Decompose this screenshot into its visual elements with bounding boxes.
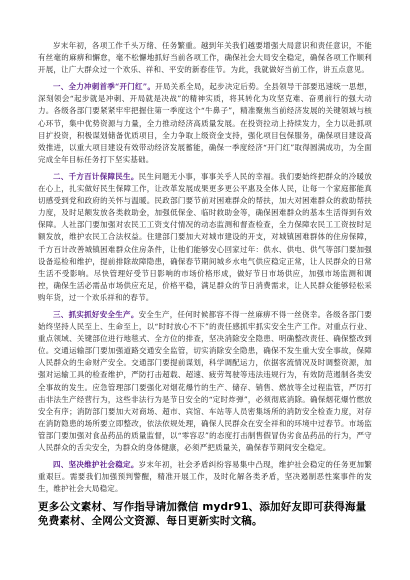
section-3-heading: 三、抓实抓好安全生产。 bbox=[53, 309, 139, 319]
section-2-paragraph bbox=[38, 171, 372, 304]
section-4-paragraph bbox=[38, 459, 372, 495]
section-1-paragraph bbox=[38, 81, 372, 166]
intro-paragraph bbox=[38, 40, 372, 76]
section-1-heading: 一、全力冲刺首季“开门红”。 bbox=[53, 82, 156, 92]
section-2-text: 民生问题无小事，事事关乎人民的幸福。我们要始终把群众的冷暖放在心上，扎实做好民生保障工作，让改革发展成果更多更公平惠及全体人民，让每一个家庭都能真切感受到党和政府的关怀与温暖。民政部门要节前对困难群众的帮扶，加大对困难群众的救助帮扶力度，及时足额发放各类救助金，加强低保金、临时救助金等，确保困难群众的基本生活得到有效保障。人社部门要加强对农民工工资支付情况的动态监测和督查检查，全力保障农民工工资按时足额发放，维护农民工合法权益。住建部门要加大对城市建设的开支，对城镇困难群体的住房保障，千方百计改善城镇困难群众住房条件，让他们能够安心回家过年：供水、供电、供气等部门要加强设备巡检和维护，提前排除故障隐患，确保春节期间城乡水电气供应稳定正常，让人民群众的日常生活不受影响。尽快管理好受节日影响的市场价格形成，做好节日市场供应，加强市场监测和调控，确保生活必需品市场供应充足，价格平稳，满足群众的节日消费需求，让人民群众能够轻松采购年货，过一个欢乐祥和的春节。 bbox=[38, 171, 372, 302]
intro-text: 岁末年初，各项工作千头万绪、任务繁重。越到年关我们越要增强大局意识和责任意识，不能有丝毫的麻痹和懈怠，毫不松懈地抓好当前各项工作，确保社会大局安全稳定，确保各项工作顺利开展，让广大群众过一个欢乐、祥和、平安的新春佳节。为此，我就做好当前工作，讲五点意见。 bbox=[38, 41, 372, 75]
section-2-heading: 二、千方百计保障民生。 bbox=[53, 171, 139, 181]
section-3-text: 安全生产，任何时候都容不得一丝麻痹不得一丝侥幸。各级各部门要始终坚持人民至上、生命至上，以“时时放心不下”的责任感抓牢抓实安全生产工作。对重点行业、重点领域、关键部位进行地毯式、全方位的排查，坚决消除安全隐患、明确整改责任、确保整改到位。交通运输部门要加强道路交通安全监管，切实消除安全隐患，确保不发生重大安全事故，保障人民群众的生命财产安全。交通部门要提前谋划，科学调配运力，依据客流情况及时调整资源，加强对运输工具的检查维护，严防打击超载、超速、疲劳驾驶等违法违规行为，有效防范遏制各类安全事故的发生。应急管理部门要强化对烟花爆竹的生产、储存、销售、燃放等全过程监管，严厉打击非法生产经营行为，这些非法行为是节日安全的“定时炸弹”，必须彻底消除。确保烟花爆竹燃放安全有序；消防部门要加大对商场、超市、宾馆、车站等人员密集场所的消防安全检查力度，对存在消防隐患的场所要立即整改，依法依规处理，确保人民群众在安全祥和的环境中过春节。市场监管部门要加强对食品药品的质量监督，以“零容忍”的态度打击制售假冒伪劣食品药品的行为，严守人民群众的舌尖安全，为群众的身体健康，必须严把质量关，确保春节期间安全稳定。 bbox=[38, 309, 372, 452]
section-3-paragraph bbox=[38, 309, 372, 454]
section-4-text: 岁末年初，社会矛盾纠纷容易集中凸现，维护社会稳定的任务更加繁重艰巨。需要我们加强预判警醒，精准开展工作，及时化解各类矛盾，坚决遏制恶性案事件的发生，维护社会大局稳定。 bbox=[38, 460, 372, 494]
footer-advertisement: 更多公文素材、写作指导请加微信 mydr91、添加好友即可获得海量免费素材、全网公文资源、每日更新实时文稿。 bbox=[38, 501, 367, 528]
section-1-text: 开局关系全局，起步决定后势。全县领导干部要迅速统一思想，深刻领会“起步就是冲刺、开局就是决战”的精神实质，将其转化为攻坚克难、奋勇前行的强大动力。各级各部门要紧紧牢牢把握住第一季度这个“牛鼻子”，精准聚焦当前经济发展的关键领域与核心环节，集中优势资源与力量，全力推动经济高质量发展。在投资拉动上持续发力，全力以赴抓项目扩投资，积极谋划储备优质项目，全力争取上级资金支持，强化项目包保服务，确保项目建设高效推进，以重大项目建设有效带动经济发展蓄能，确保一季度经济“开门红”取得圆满成功，为全面完成全年目标任务打下坚实基础。 bbox=[38, 82, 372, 164]
section-4-heading: 四、坚决维护社会稳定。 bbox=[53, 460, 139, 470]
